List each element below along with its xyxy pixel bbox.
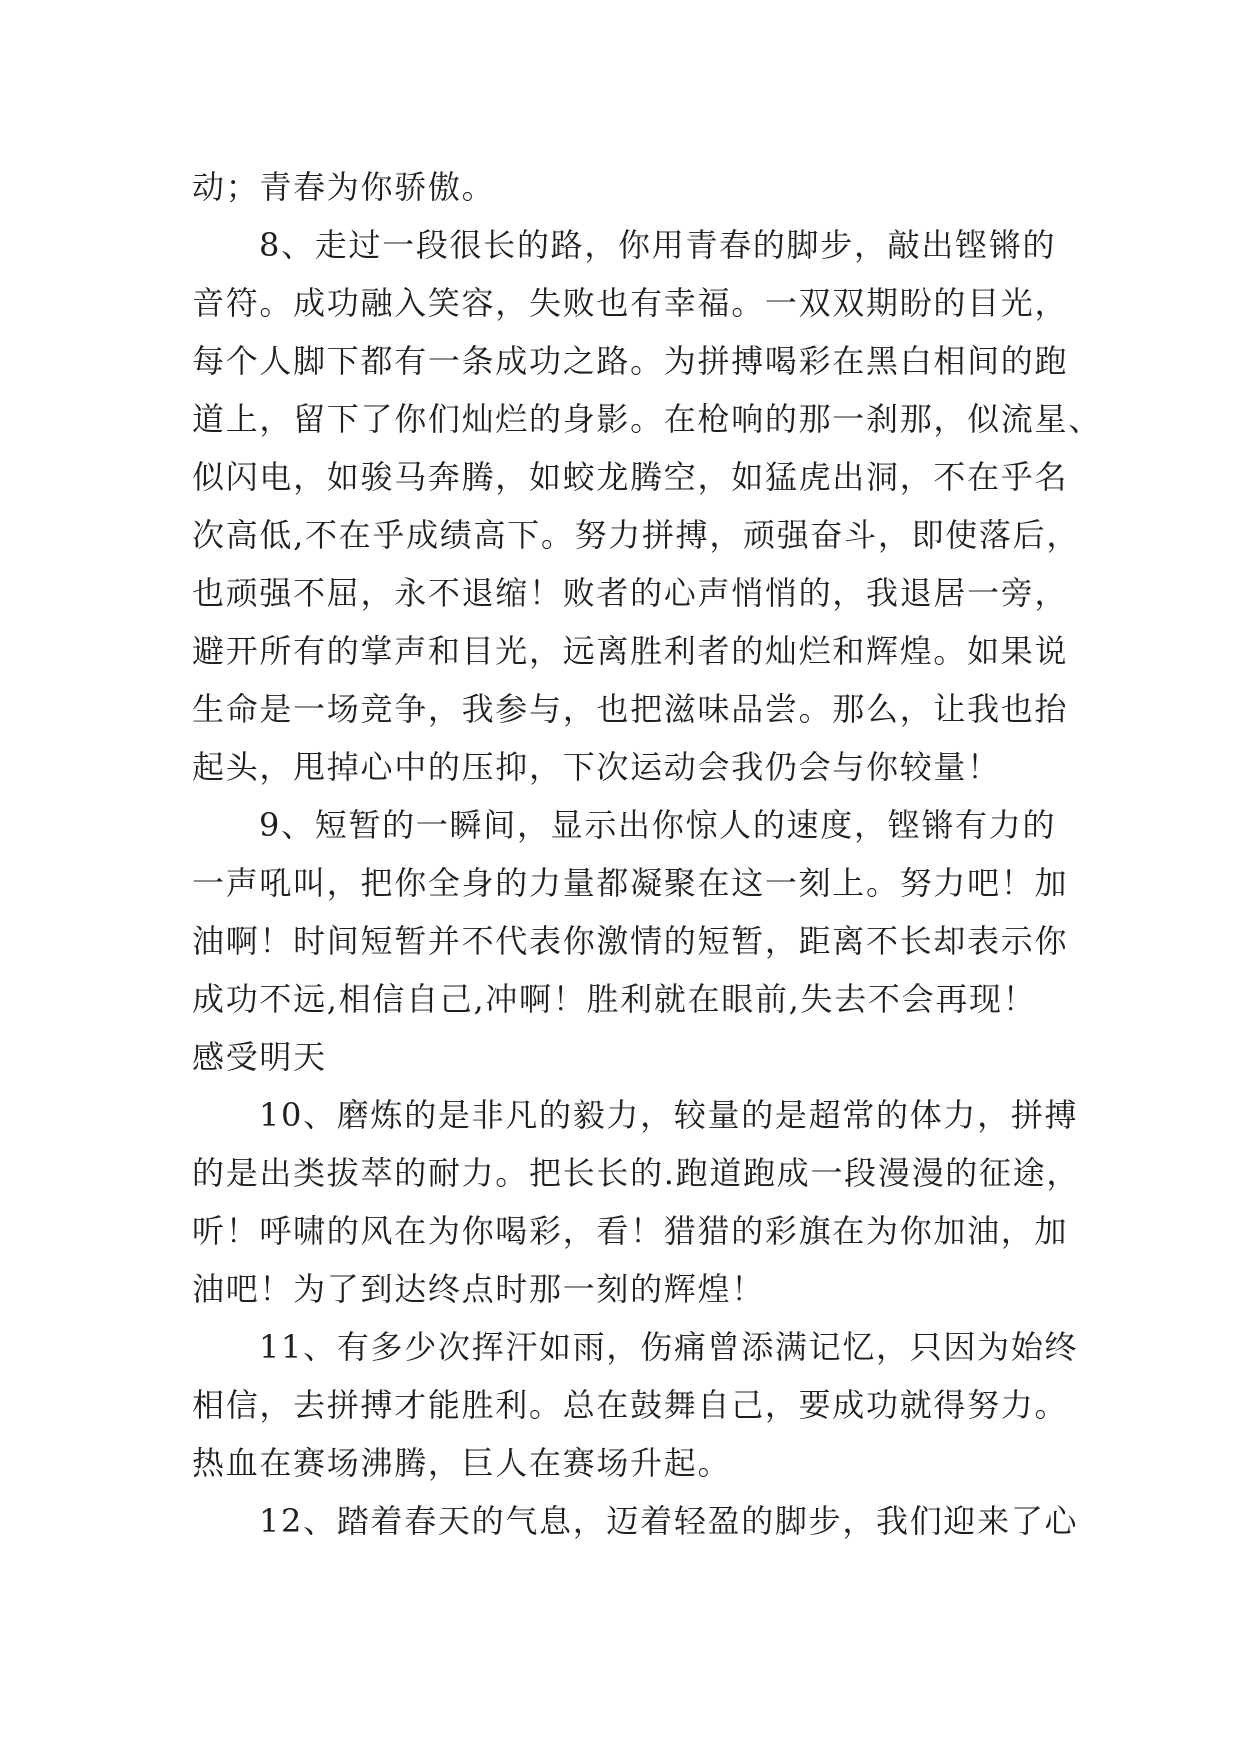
text-line: 油啊！时间短暂并不代表你激情的短暂，距离不长却表示你: [192, 922, 1069, 960]
text-line: 避开所有的掌声和目光，远离胜利者的灿烂和辉煌。如果说: [192, 632, 1069, 670]
paragraph-11: [192, 1318, 1092, 1492]
text-line: 油吧！为了到达终点时那一刻的辉煌！: [192, 1270, 765, 1308]
text-line: 也顽强不屈，永不退缩！败者的心声悄悄的，我退居一旁，: [192, 574, 1069, 612]
paragraph-9: [192, 796, 1092, 1028]
text-line: 热血在赛场沸腾，巨人在赛场升起。: [192, 1444, 732, 1482]
text-line: 生命是一场竞争，我参与，也把滋味品尝。那么，让我也抬: [192, 690, 1069, 728]
document-body: [192, 158, 1102, 1550]
text-line: 听！呼啸的风在为你喝彩，看！猎猎的彩旗在为你加油，加: [192, 1212, 1069, 1250]
paragraph-10: [192, 1086, 1092, 1318]
text-line: 10、磨炼的是非凡的毅力，较量的是超常的体力，拼搏: [259, 1096, 1079, 1134]
text-line: 道上，留下了你们灿烂的身影。在枪响的那一刹那，似流星、: [192, 400, 1102, 438]
text-line: 9、短暂的一瞬间，显示出你惊人的速度，铿锵有力的: [259, 806, 1057, 844]
text-line: 次高低,不在乎成绩高下。努力拼搏，顽强奋斗，即使落后，: [192, 516, 1081, 554]
text-line: 的是出类拔萃的耐力。把长长的.跑道跑成一段漫漫的征途，: [192, 1154, 1081, 1192]
text-line: 动；青春为你骄傲。: [192, 168, 496, 206]
paragraph-8: [192, 216, 1102, 796]
paragraph-heading-line: [192, 1028, 1092, 1086]
text-line: 一声吼叫，把你全身的力量都凝聚在这一刻上。努力吧！加: [192, 864, 1069, 902]
text-line: 感受明天: [192, 1038, 327, 1076]
text-line: 相信，去拼搏才能胜利。总在鼓舞自己，要成功就得努力。: [192, 1386, 1069, 1424]
text-line: 11、有多少次挥汗如雨，伤痛曾添满记忆，只因为始终: [259, 1328, 1079, 1366]
text-line: 似闪电，如骏马奔腾，如蛟龙腾空，如猛虎出洞，不在乎名: [192, 458, 1069, 496]
paragraph-continuation: [192, 158, 1092, 216]
text-line: 8、走过一段很长的路，你用青春的脚步，敲出铿锵的: [259, 226, 1057, 264]
text-line: 起头，甩掉心中的压抑，下次运动会我仍会与你较量！: [192, 748, 1001, 786]
text-line: 12、踏着春天的气息，迈着轻盈的脚步，我们迎来了心: [259, 1502, 1079, 1540]
text-line: 每个人脚下都有一条成功之路。为拼搏喝彩在黑白相间的跑: [192, 342, 1069, 380]
text-line: 成功不远,相信自己,冲啊！胜利就在眼前,失去不会再现！: [192, 980, 1037, 1018]
paragraph-12: [192, 1492, 1092, 1550]
text-line: 音符。成功融入笑容，失败也有幸福。一双双期盼的目光，: [192, 284, 1069, 322]
